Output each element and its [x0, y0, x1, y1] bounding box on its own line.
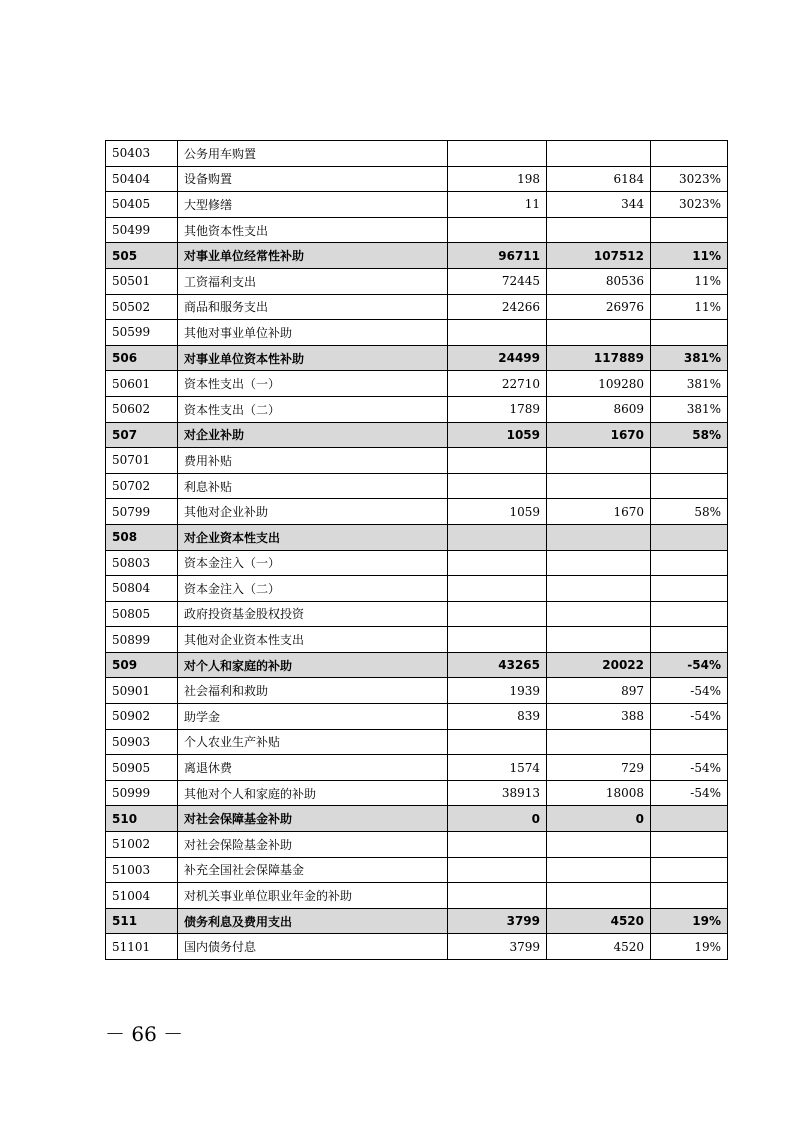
- table-row: [106, 883, 728, 909]
- cell-percent: -54%: [651, 678, 728, 704]
- cell-value-1: [448, 627, 547, 653]
- cell-value-2: 8609: [547, 396, 651, 422]
- category-row: [106, 652, 728, 678]
- cell-percent: [651, 832, 728, 858]
- category-row: [106, 243, 728, 269]
- cell-name: 对社会保障基金补助: [178, 806, 448, 832]
- cell-name: 对社会保险基金补助: [178, 832, 448, 858]
- cell-name: 资本性支出（二）: [178, 396, 448, 422]
- cell-value-2: [547, 217, 651, 243]
- cell-value-2: 26976: [547, 294, 651, 320]
- table-row: [106, 499, 728, 525]
- cell-code: 50502: [106, 294, 178, 320]
- cell-percent: [651, 448, 728, 474]
- table-row: [106, 166, 728, 192]
- cell-name: 对企业补助: [178, 422, 448, 448]
- cell-name: 公务用车购置: [178, 141, 448, 167]
- cell-value-1: [448, 576, 547, 602]
- table-row: [106, 141, 728, 167]
- cell-code: 51003: [106, 857, 178, 883]
- cell-name: 对机关事业单位职业年金的补助: [178, 883, 448, 909]
- cell-value-1: [448, 524, 547, 550]
- cell-percent: [651, 473, 728, 499]
- cell-name: 利息补贴: [178, 473, 448, 499]
- table-row: [106, 320, 728, 346]
- cell-name: 国内债务付息: [178, 934, 448, 960]
- cell-code: 50902: [106, 704, 178, 730]
- cell-code: 50501: [106, 268, 178, 294]
- cell-name: 助学金: [178, 704, 448, 730]
- cell-code: 51101: [106, 934, 178, 960]
- cell-code: 50803: [106, 550, 178, 576]
- cell-value-2: 344: [547, 192, 651, 218]
- cell-name: 个人农业生产补贴: [178, 729, 448, 755]
- cell-percent: 11%: [651, 294, 728, 320]
- cell-percent: 381%: [651, 371, 728, 397]
- cell-percent: 381%: [651, 345, 728, 371]
- cell-value-1: 198: [448, 166, 547, 192]
- cell-code: 51002: [106, 832, 178, 858]
- cell-name: 资本金注入（二）: [178, 576, 448, 602]
- cell-value-2: [547, 320, 651, 346]
- table-row: [106, 550, 728, 576]
- table-row: [106, 704, 728, 730]
- cell-name: 社会福利和救助: [178, 678, 448, 704]
- category-row: [106, 908, 728, 934]
- cell-value-1: 1574: [448, 755, 547, 781]
- cell-value-1: [448, 473, 547, 499]
- cell-percent: [651, 550, 728, 576]
- cell-percent: 19%: [651, 934, 728, 960]
- table-row: [106, 576, 728, 602]
- cell-percent: [651, 320, 728, 346]
- cell-percent: 3023%: [651, 192, 728, 218]
- cell-percent: [651, 883, 728, 909]
- cell-value-1: 24266: [448, 294, 547, 320]
- cell-value-2: 6184: [547, 166, 651, 192]
- cell-value-1: 1059: [448, 422, 547, 448]
- cell-name: 工资福利支出: [178, 268, 448, 294]
- table-row: [106, 755, 728, 781]
- category-row: [106, 422, 728, 448]
- cell-name: 设备购置: [178, 166, 448, 192]
- cell-value-1: 1059: [448, 499, 547, 525]
- cell-value-1: [448, 448, 547, 474]
- table-row: [106, 217, 728, 243]
- table-row: [106, 371, 728, 397]
- cell-value-1: 22710: [448, 371, 547, 397]
- cell-percent: [651, 857, 728, 883]
- cell-percent: [651, 576, 728, 602]
- cell-code: 50702: [106, 473, 178, 499]
- cell-name: 债务利息及费用支出: [178, 908, 448, 934]
- cell-value-2: 0: [547, 806, 651, 832]
- cell-name: 离退休费: [178, 755, 448, 781]
- cell-value-1: 0: [448, 806, 547, 832]
- cell-value-1: 24499: [448, 345, 547, 371]
- cell-value-2: 107512: [547, 243, 651, 269]
- cell-code: 507: [106, 422, 178, 448]
- cell-value-2: 109280: [547, 371, 651, 397]
- cell-code: 506: [106, 345, 178, 371]
- cell-value-2: [547, 524, 651, 550]
- cell-value-1: 43265: [448, 652, 547, 678]
- cell-percent: [651, 627, 728, 653]
- cell-value-1: [448, 832, 547, 858]
- cell-value-2: 729: [547, 755, 651, 781]
- cell-code: 50601: [106, 371, 178, 397]
- cell-percent: [651, 141, 728, 167]
- table-row: [106, 396, 728, 422]
- cell-value-2: [547, 550, 651, 576]
- cell-percent: -54%: [651, 780, 728, 806]
- cell-value-1: [448, 601, 547, 627]
- cell-percent: [651, 217, 728, 243]
- cell-percent: [651, 524, 728, 550]
- cell-code: 509: [106, 652, 178, 678]
- cell-value-1: 38913: [448, 780, 547, 806]
- cell-name: 商品和服务支出: [178, 294, 448, 320]
- cell-code: 50403: [106, 141, 178, 167]
- cell-value-2: 388: [547, 704, 651, 730]
- cell-value-2: 897: [547, 678, 651, 704]
- cell-value-1: [448, 883, 547, 909]
- cell-value-1: [448, 141, 547, 167]
- table-body: [106, 141, 728, 960]
- cell-percent: -54%: [651, 652, 728, 678]
- cell-name: 对个人和家庭的补助: [178, 652, 448, 678]
- cell-code: 50905: [106, 755, 178, 781]
- table-row: [106, 857, 728, 883]
- cell-value-2: 1670: [547, 422, 651, 448]
- cell-code: 50901: [106, 678, 178, 704]
- table-row: [106, 627, 728, 653]
- cell-value-2: 4520: [547, 908, 651, 934]
- cell-name: 其他资本性支出: [178, 217, 448, 243]
- cell-code: 50804: [106, 576, 178, 602]
- cell-value-2: [547, 473, 651, 499]
- table-row: [106, 729, 728, 755]
- cell-value-2: 20022: [547, 652, 651, 678]
- cell-code: 50499: [106, 217, 178, 243]
- table-row: [106, 832, 728, 858]
- cell-percent: 381%: [651, 396, 728, 422]
- cell-value-1: 72445: [448, 268, 547, 294]
- cell-name: 其他对事业单位补助: [178, 320, 448, 346]
- table-row: [106, 780, 728, 806]
- cell-value-2: [547, 627, 651, 653]
- cell-code: 511: [106, 908, 178, 934]
- table-row: [106, 678, 728, 704]
- page-number: － 66 －: [105, 1022, 184, 1046]
- category-row: [106, 806, 728, 832]
- table-row: [106, 473, 728, 499]
- cell-code: 50701: [106, 448, 178, 474]
- cell-code: 50405: [106, 192, 178, 218]
- cell-value-1: 3799: [448, 908, 547, 934]
- cell-percent: 58%: [651, 499, 728, 525]
- cell-percent: -54%: [651, 755, 728, 781]
- cell-value-1: [448, 729, 547, 755]
- cell-name: 资本金注入（一）: [178, 550, 448, 576]
- cell-code: 50899: [106, 627, 178, 653]
- cell-value-2: 4520: [547, 934, 651, 960]
- category-row: [106, 345, 728, 371]
- cell-code: 50999: [106, 780, 178, 806]
- cell-name: 对企业资本性支出: [178, 524, 448, 550]
- cell-name: 政府投资基金股权投资: [178, 601, 448, 627]
- category-row: [106, 524, 728, 550]
- cell-code: 510: [106, 806, 178, 832]
- cell-value-1: [448, 857, 547, 883]
- cell-code: 50602: [106, 396, 178, 422]
- cell-value-2: [547, 857, 651, 883]
- cell-value-2: 80536: [547, 268, 651, 294]
- budget-table: [105, 140, 728, 960]
- cell-value-1: [448, 320, 547, 346]
- cell-percent: 3023%: [651, 166, 728, 192]
- cell-code: 508: [106, 524, 178, 550]
- cell-code: 50799: [106, 499, 178, 525]
- cell-name: 其他对个人和家庭的补助: [178, 780, 448, 806]
- cell-value-1: 3799: [448, 934, 547, 960]
- cell-percent: 19%: [651, 908, 728, 934]
- cell-value-2: [547, 141, 651, 167]
- table-row: [106, 934, 728, 960]
- cell-percent: [651, 601, 728, 627]
- cell-value-2: 1670: [547, 499, 651, 525]
- cell-percent: 11%: [651, 243, 728, 269]
- cell-percent: -54%: [651, 704, 728, 730]
- cell-name: 对事业单位经常性补助: [178, 243, 448, 269]
- cell-code: 50599: [106, 320, 178, 346]
- cell-value-2: [547, 576, 651, 602]
- cell-code: 50903: [106, 729, 178, 755]
- table-row: [106, 268, 728, 294]
- table-row: [106, 294, 728, 320]
- cell-name: 补充全国社会保障基金: [178, 857, 448, 883]
- cell-code: 51004: [106, 883, 178, 909]
- cell-name: 其他对企业补助: [178, 499, 448, 525]
- cell-value-1: 96711: [448, 243, 547, 269]
- cell-value-2: [547, 729, 651, 755]
- cell-value-1: [448, 550, 547, 576]
- cell-value-2: [547, 601, 651, 627]
- table-row: [106, 448, 728, 474]
- cell-value-1: 11: [448, 192, 547, 218]
- table-row: [106, 192, 728, 218]
- cell-percent: [651, 806, 728, 832]
- table-row: [106, 601, 728, 627]
- cell-value-1: 1939: [448, 678, 547, 704]
- cell-code: 505: [106, 243, 178, 269]
- cell-value-2: 117889: [547, 345, 651, 371]
- cell-code: 50805: [106, 601, 178, 627]
- cell-name: 大型修缮: [178, 192, 448, 218]
- cell-percent: 58%: [651, 422, 728, 448]
- cell-percent: 11%: [651, 268, 728, 294]
- cell-name: 对事业单位资本性补助: [178, 345, 448, 371]
- cell-name: 资本性支出（一）: [178, 371, 448, 397]
- cell-value-2: [547, 448, 651, 474]
- cell-value-2: [547, 883, 651, 909]
- cell-value-1: [448, 217, 547, 243]
- cell-code: 50404: [106, 166, 178, 192]
- cell-value-1: 839: [448, 704, 547, 730]
- cell-value-2: 18008: [547, 780, 651, 806]
- cell-name: 其他对企业资本性支出: [178, 627, 448, 653]
- cell-percent: [651, 729, 728, 755]
- cell-value-2: [547, 832, 651, 858]
- cell-name: 费用补贴: [178, 448, 448, 474]
- cell-value-1: 1789: [448, 396, 547, 422]
